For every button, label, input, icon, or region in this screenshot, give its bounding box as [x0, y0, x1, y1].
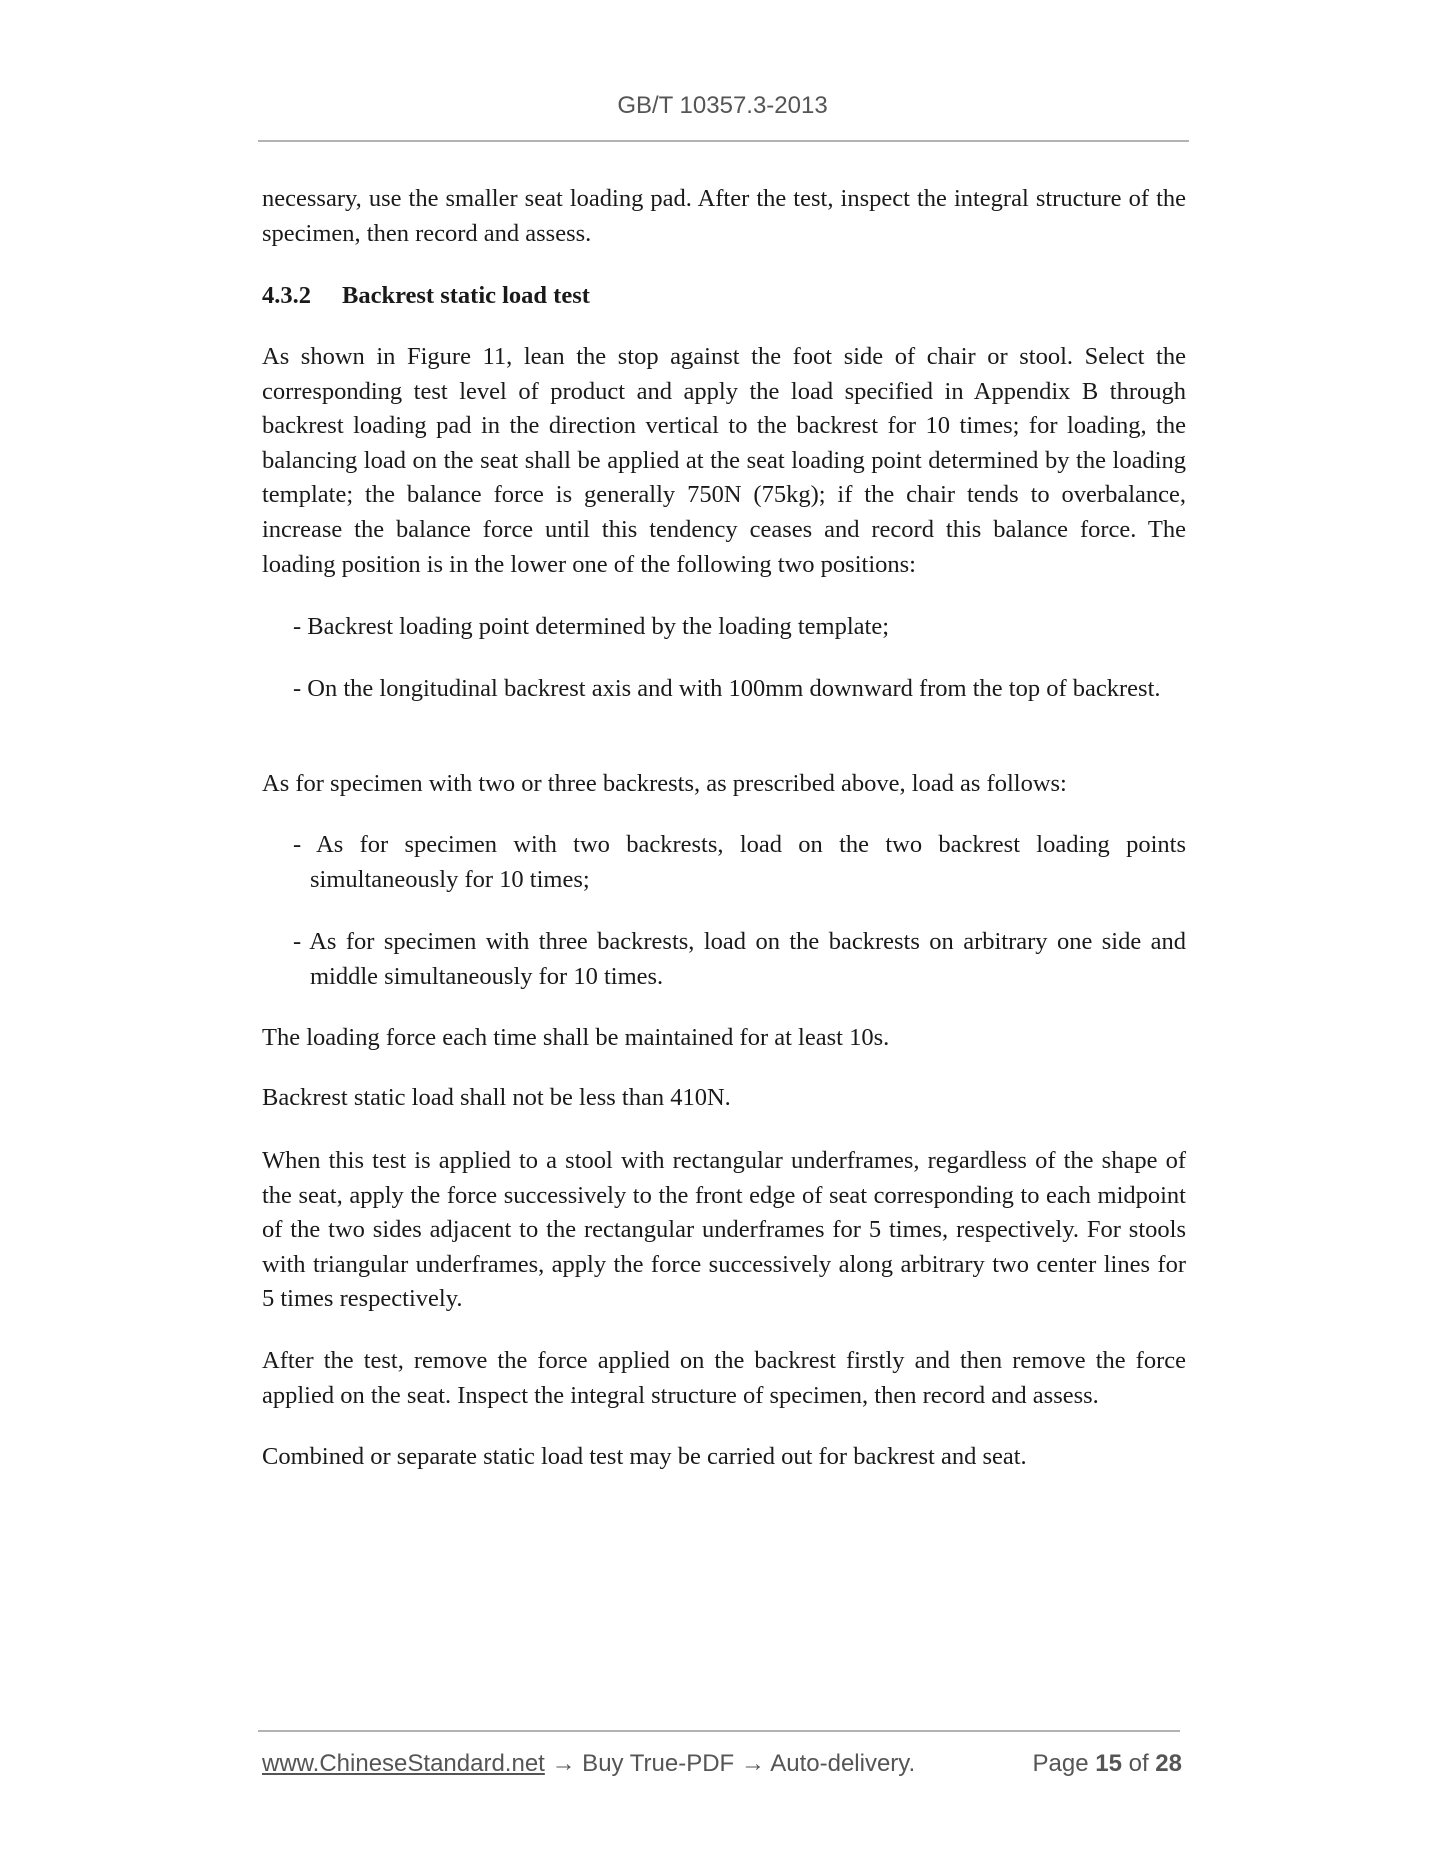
paragraph: necessary, use the smaller seat loading pad. After the test, inspect the integral structure of the specimen, then record and assess. — [262, 185, 1186, 247]
list-item: - As for specimen with three backrests, load on the backrests on arbitrary one side and middle simultaneously for 10 times. — [293, 928, 1186, 990]
header-divider — [258, 140, 1189, 142]
list-item: - Backrest loading point determined by the loading template; — [293, 613, 890, 640]
section-number: 4.3.2 — [262, 282, 311, 309]
website-link[interactable]: www.ChineseStandard.net — [262, 1750, 545, 1777]
list-item: - On the longitudinal backrest axis and with 100mm downward from the top of backrest. — [293, 675, 1161, 702]
of-label: of — [1128, 1750, 1149, 1777]
paragraph: When this test is applied to a stool with rectangular underframes, regardless of the shape of the seat, apply the force successively to the front edge of seat corresponding to each midpoint of the two sides adjacent to the rectangular underframes for 5 times, respectively. For stools with triangular underframes, apply the force successively along arbitrary two center lines for 5 times respectively. — [262, 1147, 1186, 1313]
page-indicator — [1033, 1750, 1183, 1778]
section-heading — [262, 279, 1186, 314]
paragraph: After the test, remove the force applied on the backrest firstly and then remove the force applied on the seat. Inspect the integral structure of specimen, then record and assess. — [262, 1347, 1186, 1409]
paragraph: Backrest static load shall not be less than 410N. — [262, 1084, 731, 1111]
list-item: - As for specimen with two backrests, load on the two backrest loading points simultaneously for 10 times; — [293, 831, 1186, 893]
paragraph: As shown in Figure 11, lean the stop against the foot side of chair or stool. Select the corresponding test level of product and apply the load specified in Appendix B through backrest loading pad in the direction vertical to the backrest for 10 times; for loading, the balancing load on the seat shall be applied at the seat loading point determined by the loading template; the balance force is generally 750N (75kg); if the chair tends to overbalance, increase the balance force until this tendency ceases and record this balance force. The loading position is in the lower one of the following two positions: — [262, 343, 1186, 578]
footer — [262, 1750, 1182, 1778]
paragraph: The loading force each time shall be maintained for at least 10s. — [262, 1024, 890, 1051]
paragraph: As for specimen with two or three backrests, as prescribed above, load as follows: — [262, 770, 1067, 797]
paragraph: Combined or separate static load test may be carried out for backrest and seat. — [262, 1443, 1027, 1470]
footer-divider — [258, 1730, 1180, 1732]
footer-text: → Buy True-PDF → Auto-delivery. — [544, 1750, 916, 1777]
page-total: 28 — [1155, 1750, 1182, 1777]
document-header: GB/T 10357.3-2013 — [617, 92, 828, 119]
page-label: Page — [1032, 1750, 1089, 1777]
section-title: Backrest static load test — [342, 282, 590, 309]
page-number: 15 — [1095, 1750, 1122, 1777]
